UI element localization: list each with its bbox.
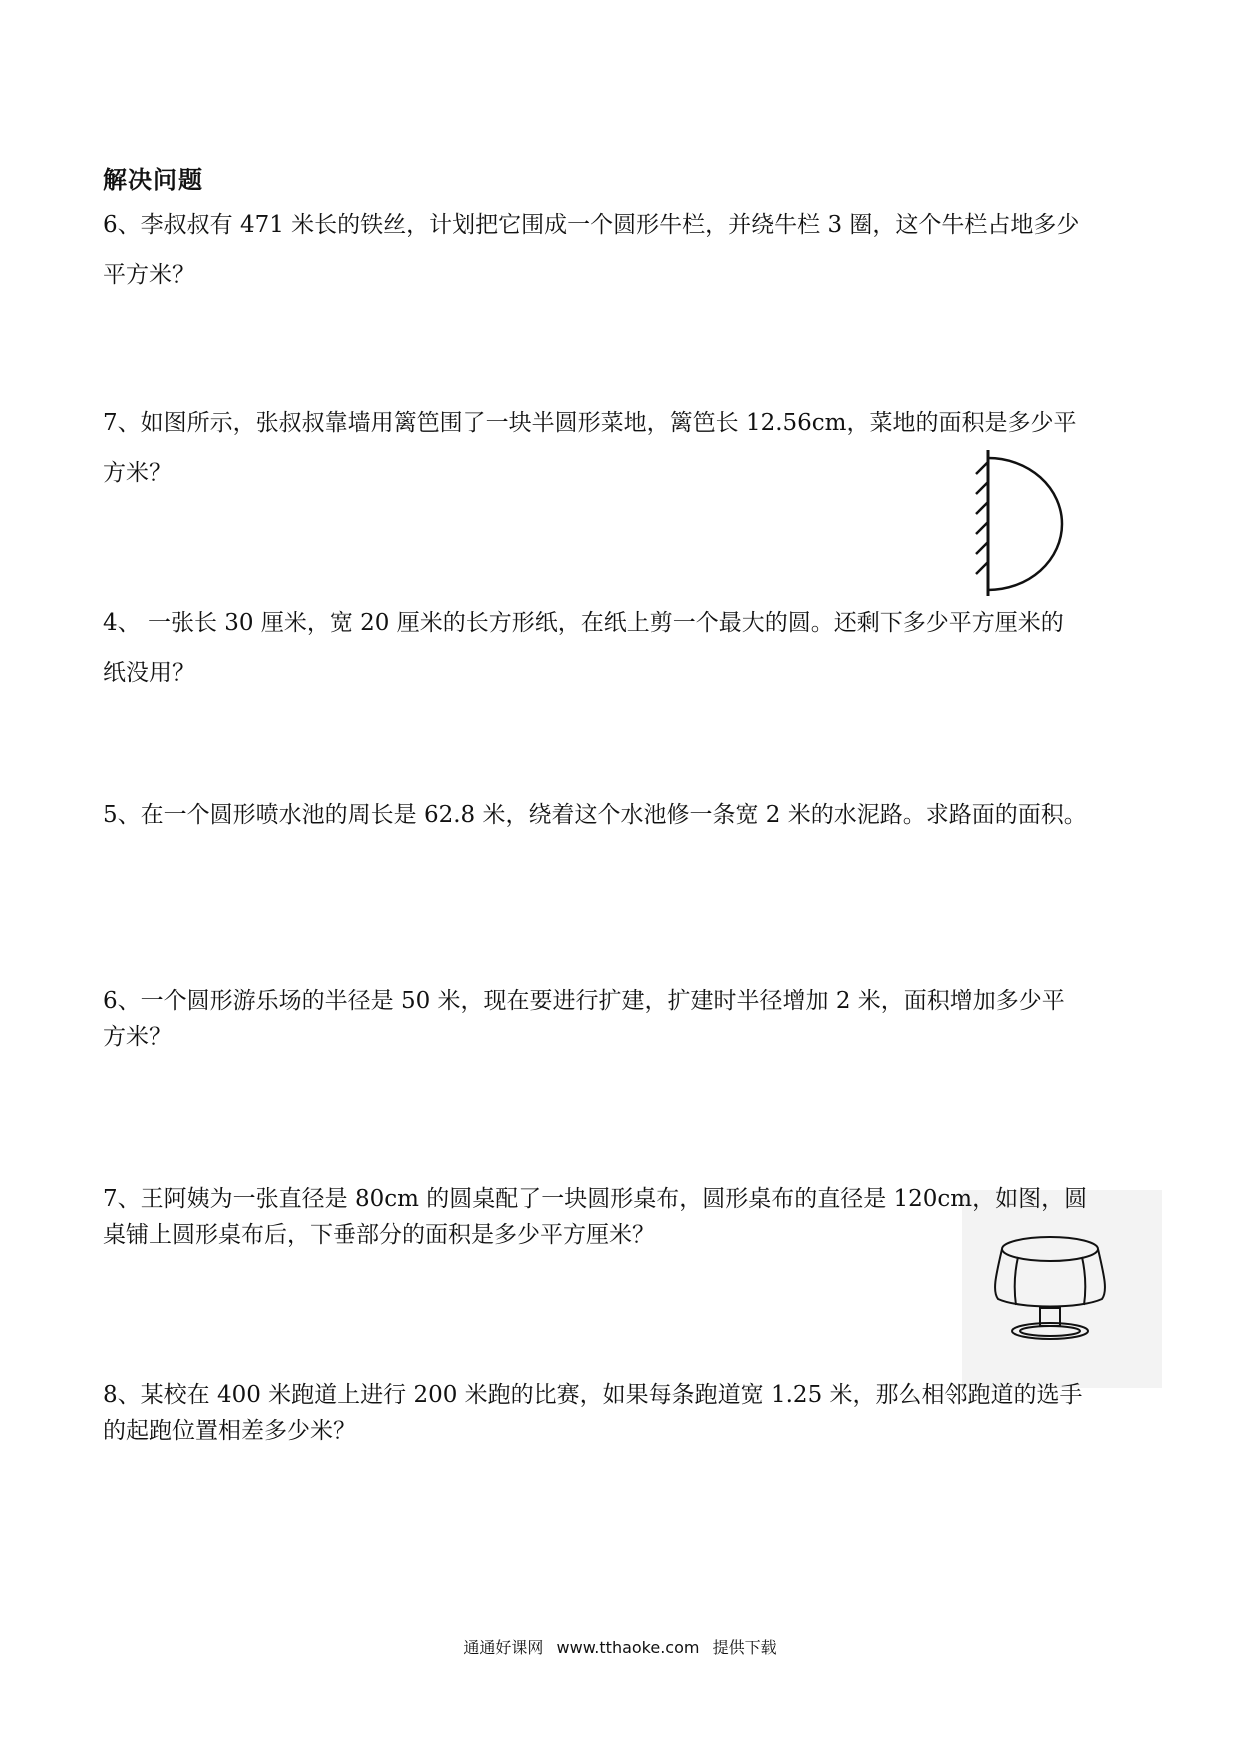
problem-1 [103,200,1143,300]
problem-5-line-1: 6、一个圆形游乐场的半径是 50 米，现在要进行扩建，扩建时半径增加 2 米，面积增加多少平 [103,988,1065,1014]
fence-arc [988,458,1062,590]
problem-4 [103,790,1143,840]
problem-1-line-1: 6、李叔叔有 471 米长的铁丝，计划把它围成一个圆形牛栏，并绕牛栏 3 圈，这个牛栏占地多少 [103,212,1080,238]
wall-hatching [976,462,988,574]
table-base-inner [1020,1326,1080,1336]
problem-7-line-2: 的起跑位置相差多少米？ [103,1418,356,1444]
problem-2-line-1: 7、如图所示，张叔叔靠墙用篱笆围了一块半圆形菜地，篱笆长 12.56cm，菜地的面积是多少平 [103,410,1077,436]
problem-3 [103,598,1143,698]
footer-action: 提供下载 [712,1638,777,1657]
section-title: 解决问题 [103,165,203,194]
tablecloth-fold-right [1082,1257,1085,1305]
problem-3-line-2: 纸没用？ [103,660,195,686]
footer-url[interactable]: www.tthaoke.com [556,1638,700,1657]
problem-2-line-2: 方米？ [103,460,172,486]
problem-6-line-1: 7、王阿姨为一张直径是 80cm 的圆桌配了一块圆形桌布，圆形桌布的直径是 120cm，如图，圆 [103,1186,1088,1212]
tablecloth-fold-left [1015,1257,1018,1305]
problem-1-line-2: 平方米？ [103,262,195,288]
footer-site-name: 通通好课网 [463,1638,544,1657]
problem-7 [103,1377,1143,1449]
problem-6-line-2: 桌铺上圆形桌布后，下垂部分的面积是多少平方厘米？ [103,1222,655,1248]
problem-6 [103,1181,1143,1253]
problem-7-line-1: 8、某校在 400 米跑道上进行 200 米跑的比赛，如果每条跑道宽 1.25 米，那么相邻跑道的选手 [103,1382,1083,1408]
tablecloth-drape [995,1249,1105,1307]
problem-5-line-2: 方米？ [103,1024,172,1050]
problem-3-line-1: 4、 一张长 30 厘米，宽 20 厘米的长方形纸，在纸上剪一个最大的圆。还剩下多少平方厘米的 [103,610,1064,636]
semicircle-garden-figure [968,448,1078,598]
problem-5 [103,983,1143,1055]
problem-4-line-1: 5、在一个圆形喷水池的周长是 62.8 米，绕着这个水池修一条宽 2 米的水泥路。求路面的面积。 [103,802,1087,828]
footer [0,1635,1240,1658]
